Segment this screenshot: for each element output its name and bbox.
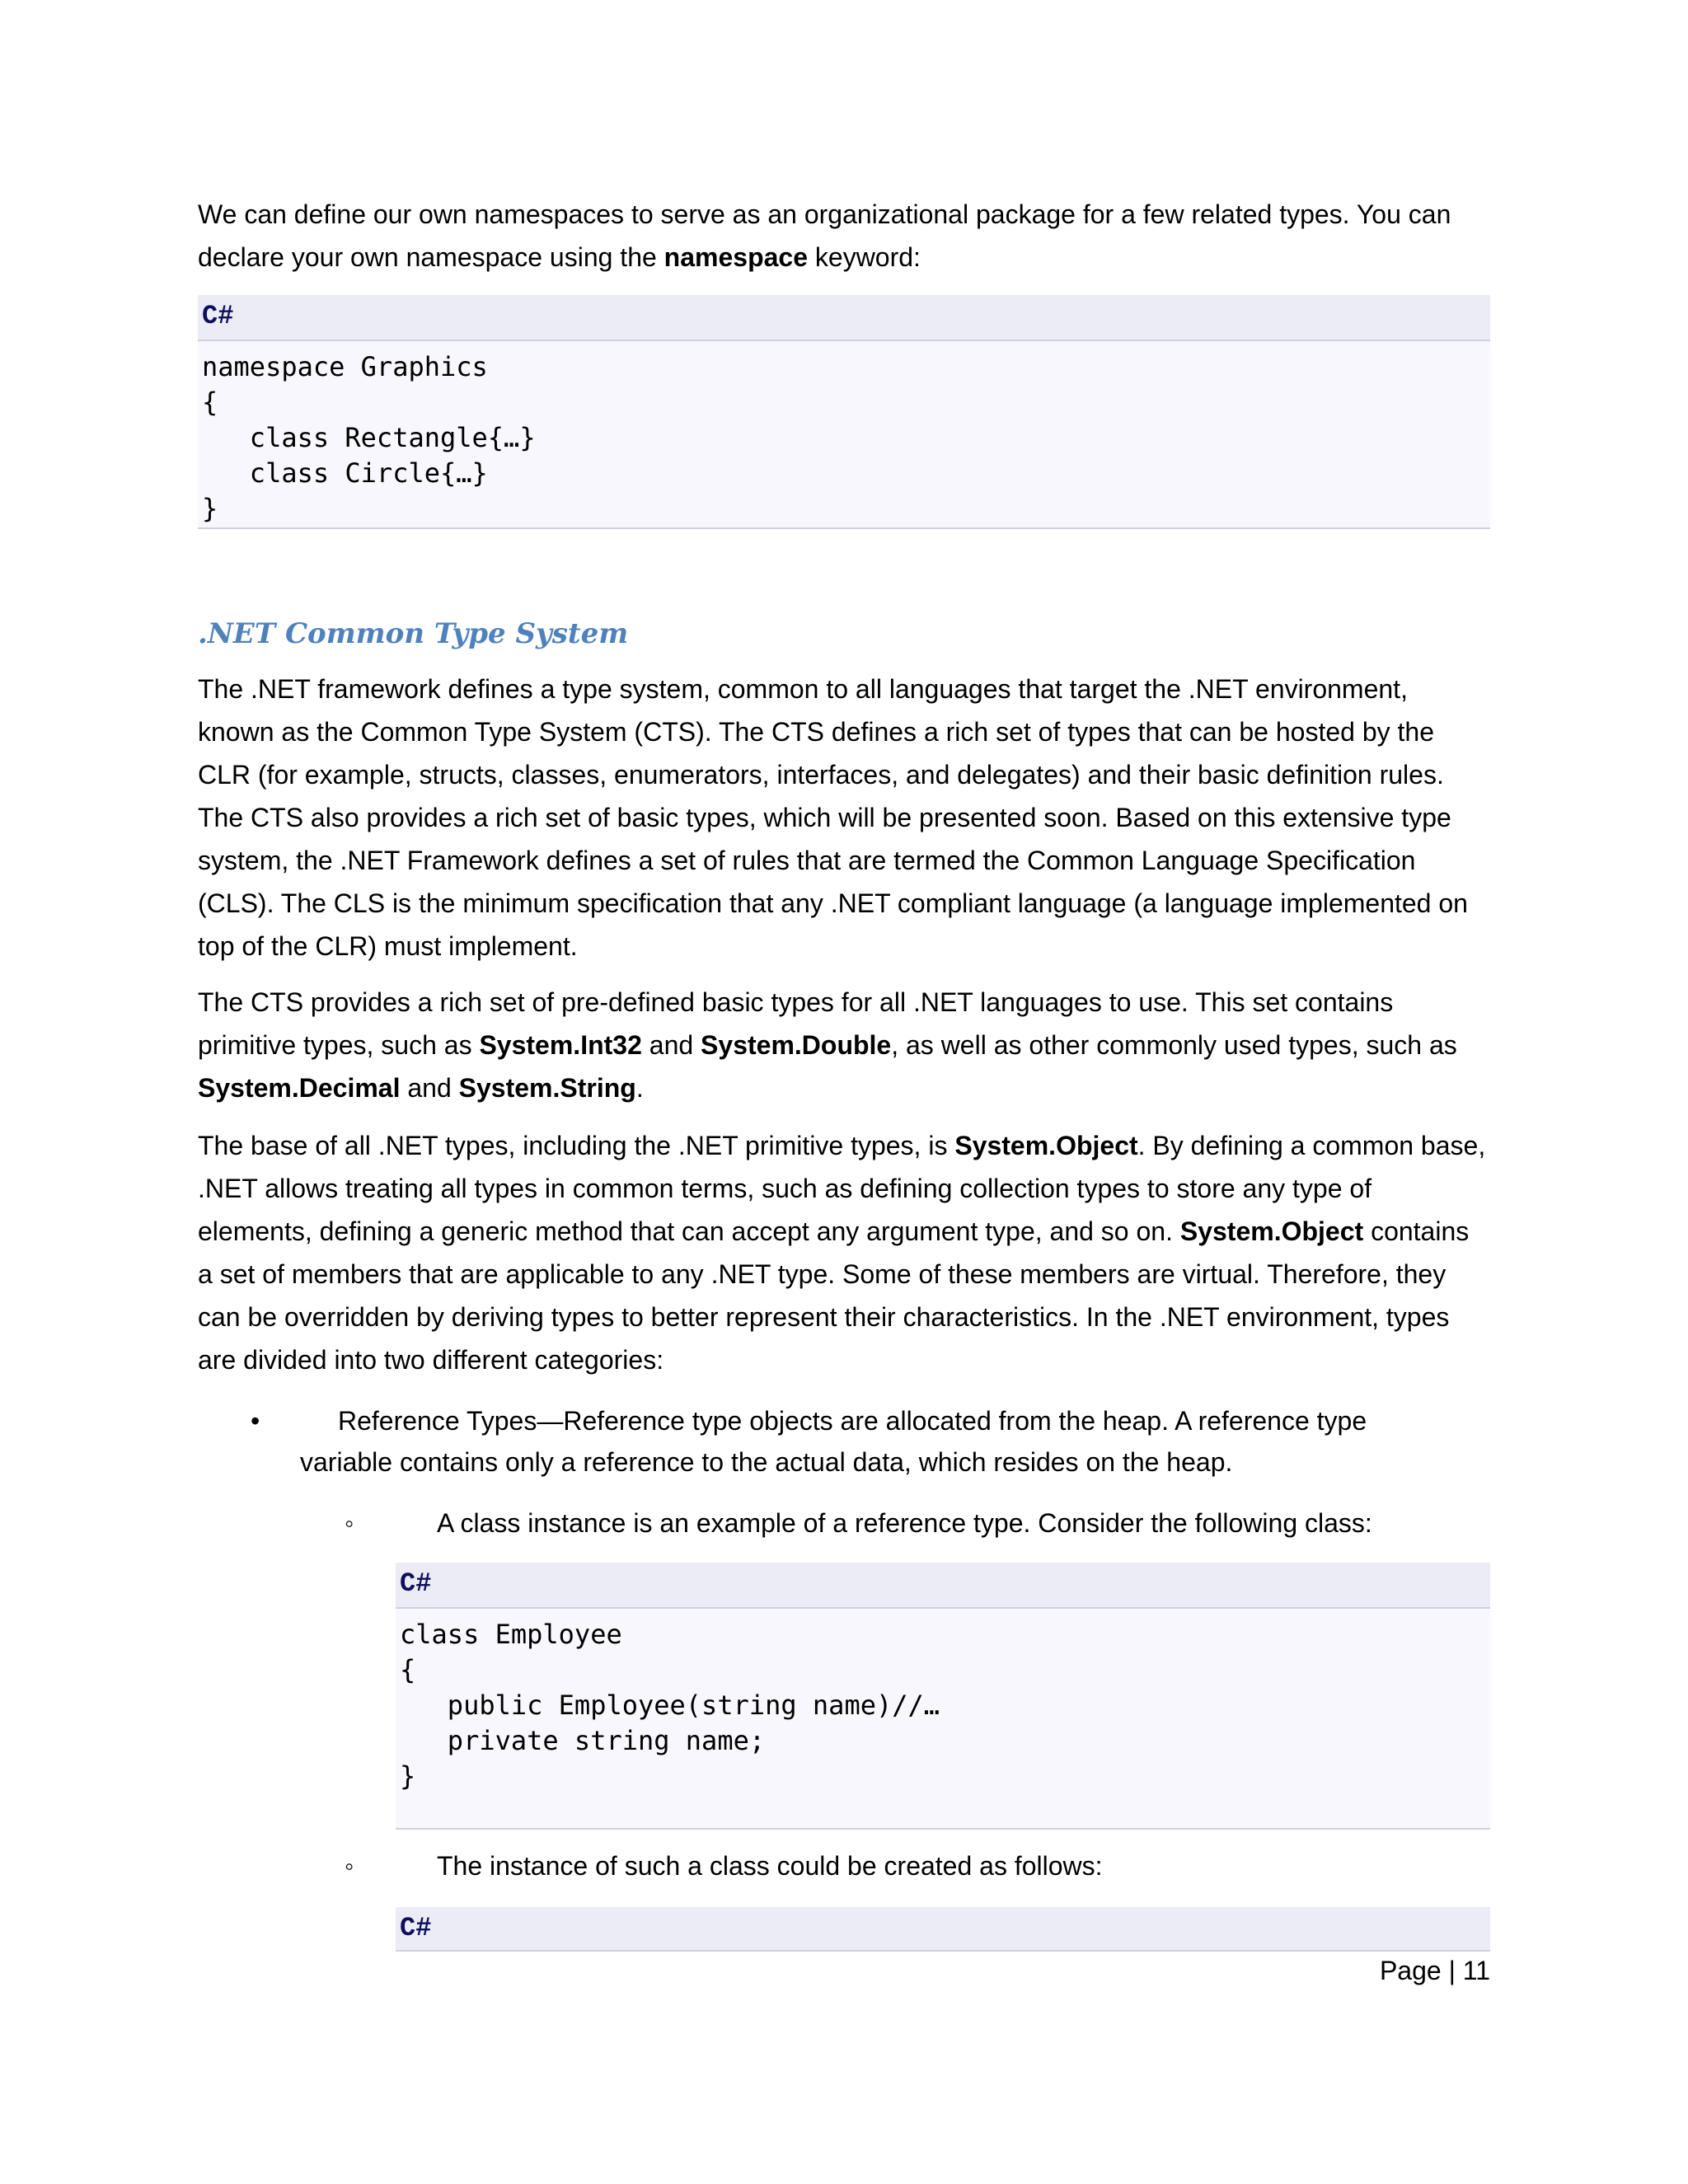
cts-paragraph: The .NET framework defines a type system, common to all languages that target the .NET environment, known as the Common Type System (CTS). The CTS defines a rich set of types that can be hosted by the CLR (for example, structs, classes, enumerators, interfaces, and delegates) and their basic definition rules. The CTS also provides a rich set of basic types, which will be presented soon. Based on this extensive type system, the .NET Framework defines a set of rules that are termed the Common Language Specification (CLS). The CLS is the minimum specification that any .NET compliant language (a language implemented on top of the CLR) must implement. [198, 674, 1468, 961]
code-block-employee [396, 1563, 1490, 1830]
base-type-paragraph [198, 1124, 1490, 1381]
document-page [198, 0, 1490, 2184]
code-header [396, 1563, 1490, 1609]
base-text: The base of all .NET types, including the .NET primitive types, is [198, 1131, 955, 1160]
basic-types-paragraph [198, 981, 1490, 1109]
sub-bullet-icon: ◦ [345, 1851, 354, 1881]
page-number: Page | 11 [1379, 1956, 1490, 1985]
types-text: and [400, 1073, 459, 1103]
intro-paragraph [198, 193, 1490, 279]
type-object: System.Object [954, 1131, 1138, 1160]
code-language-label: C# [400, 1568, 432, 1599]
type-object: System.Object [1179, 1216, 1364, 1246]
code-language-label: C# [202, 301, 234, 331]
base-text: . By defining a common base, .NET allows treating all types in common terms, such as defining collection types to store any type of elements, defining a generic method that can accept any argument type, and so on. [198, 1131, 1486, 1246]
code-content: class Employee { public Employee(string name)//… private string name; } [400, 1619, 940, 1792]
types-text: , as well as other commonly used types, such as [891, 1030, 1457, 1060]
type-string: System.String [458, 1073, 636, 1103]
type-int32: System.Int32 [479, 1030, 642, 1060]
code-language-label: C# [400, 1913, 432, 1943]
instance-creation-text: The instance of such a class could be created as follows: [437, 1851, 1103, 1881]
reference-types-text-continued: variable contains only a reference to the actual data, which resides on the heap. [300, 1447, 1233, 1477]
intro-text-end: keyword: [808, 242, 921, 272]
type-double: System.Double [701, 1030, 892, 1060]
class-instance-text: A class instance is an example of a reference type. Consider the following class: [437, 1508, 1372, 1538]
namespace-keyword: namespace [663, 242, 808, 272]
types-text: and [641, 1030, 701, 1060]
code-block-instance [396, 1907, 1490, 1952]
type-decimal: System.Decimal [198, 1073, 401, 1103]
base-text: contains a set of members that are applicable to any .NET type. Some of these members are virtual. Therefore, they can be overridden by deriving types to better represent their characteristics. In the .NET environment, types are divided into two different categories: [198, 1216, 1470, 1375]
code-block-namespace [198, 295, 1490, 529]
section-heading: .NET Common Type System [198, 617, 629, 650]
intro-text: We can define our own namespaces to serve as an organizational package for a few related types. You can declare your own namespace using the [198, 199, 1451, 272]
sub-bullet-icon: ◦ [345, 1508, 354, 1538]
reference-types-text: Reference Types—Reference type objects are allocated from the heap. A reference type [338, 1406, 1367, 1436]
types-text: The CTS provides a rich set of pre-defined basic types for all .NET languages to use. This set contains primitive types, such as [198, 987, 1394, 1060]
code-content: namespace Graphics { class Rectangle{…} class Circle{…} } [202, 351, 536, 524]
types-text: . [635, 1073, 644, 1103]
code-header [198, 295, 1490, 341]
bullet-icon: • [251, 1406, 260, 1436]
